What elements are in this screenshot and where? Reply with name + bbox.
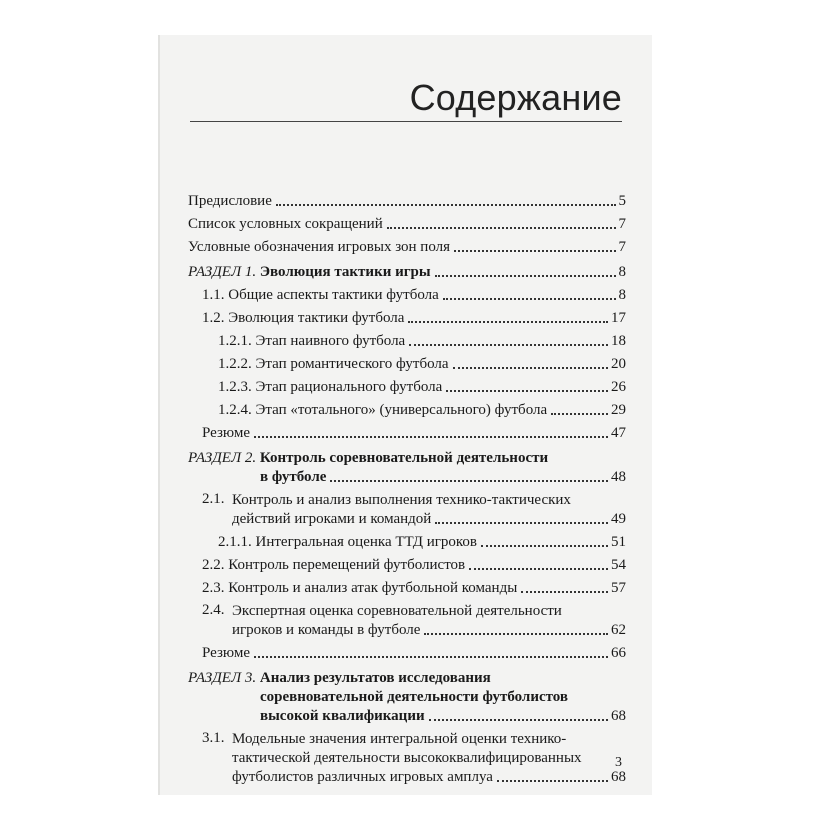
toc-entry-page: 26	[611, 379, 626, 395]
toc-entry-text: 2.2. Контроль перемещений футболистов	[202, 557, 466, 573]
toc-entry-page: 54	[611, 557, 626, 573]
toc-item-2-4	[188, 602, 626, 640]
toc-item-2-summary	[188, 644, 626, 663]
toc-item-3-1	[188, 730, 626, 787]
toc-entry-preface	[188, 192, 626, 211]
toc-entry-page: 5	[618, 193, 626, 209]
leader-dots	[454, 250, 615, 252]
toc-entry-text: 1.2.4. Этап «тотального» (универсального) футбола	[218, 402, 548, 418]
leader-dots	[276, 204, 616, 206]
toc-entry-text: Контроль и анализ выполнения технико-тактических	[232, 492, 571, 508]
leader-dots	[551, 413, 608, 415]
leader-dots	[469, 568, 608, 570]
leader-dots	[435, 275, 616, 277]
toc-entry-page: 8	[618, 264, 626, 280]
toc-entry-text-cont: футболистов различных игровых амплуа	[232, 769, 493, 785]
toc-entry-text: Экспертная оценка соревновательной деятельности	[232, 603, 562, 619]
toc-item-1-summary	[188, 424, 626, 443]
toc-entry-text-cont: тактической деятельности высококвалифицированных	[232, 750, 582, 766]
toc-entry-page: 8	[618, 287, 626, 303]
section-title-cont: высокой квалификации	[260, 708, 425, 724]
toc-item-1-2-4	[188, 401, 626, 420]
toc-item-1-2-3	[188, 378, 626, 397]
title-rule	[190, 121, 622, 122]
toc-entry-text: Условные обозначения игровых зон поля	[188, 239, 451, 255]
leader-dots	[254, 436, 608, 438]
toc-entry-page: 18	[611, 333, 626, 349]
section-label: РАЗДЕЛ 2.	[188, 450, 257, 466]
leader-dots	[424, 633, 608, 635]
toc-entry-page: 66	[611, 645, 626, 661]
toc-entry-text: Предисловие	[188, 193, 272, 209]
page-title: Содержание	[409, 77, 622, 118]
toc-item-number: 2.1.	[202, 491, 225, 507]
section-title-cont: в футболе	[260, 469, 327, 485]
toc-entry-zones	[188, 238, 626, 257]
toc-entry-page: 51	[611, 534, 626, 550]
section-label: РАЗДЕЛ 1.	[188, 264, 257, 280]
page-number: 3	[615, 755, 622, 770]
leader-dots	[330, 480, 608, 482]
leader-dots	[254, 656, 608, 658]
toc-entry-page: 17	[611, 310, 626, 326]
toc-entry-text: 1.2.1. Этап наивного футбола	[218, 333, 406, 349]
toc-item-2-1-1	[188, 533, 626, 552]
toc-entry-page: 29	[611, 402, 626, 418]
toc-entry-text: Резюме	[202, 645, 251, 661]
toc-entry-page: 20	[611, 356, 626, 372]
leader-dots	[497, 780, 608, 782]
section-label: РАЗДЕЛ 3.	[188, 670, 257, 686]
toc-entry-abbreviations	[188, 215, 626, 234]
toc-entry-text: Список условных сокращений	[188, 216, 383, 232]
toc-entry-text: 1.2.2. Этап романтического футбола	[218, 356, 449, 372]
toc-entry-page: 47	[611, 425, 626, 441]
leader-dots	[446, 390, 608, 392]
leader-dots	[409, 344, 608, 346]
toc-entry-text-cont: действий игроками и командой	[232, 511, 432, 527]
toc-section-1	[188, 263, 626, 282]
toc-section-2	[188, 449, 626, 487]
toc-entry-text: 1.2. Эволюция тактики футбола	[202, 310, 405, 326]
leader-dots	[435, 522, 608, 524]
toc-entry-text: 1.1. Общие аспекты тактики футбола	[202, 287, 439, 303]
toc-entry-page: 62	[611, 622, 626, 638]
toc-item-number: 3.1.	[202, 730, 225, 746]
leader-dots	[387, 227, 616, 229]
toc-entry-text-cont: игроков и команды в футболе	[232, 622, 421, 638]
leader-dots	[453, 367, 608, 369]
section-title: Анализ результатов исследования	[259, 670, 491, 686]
section-title-cont: соревновательной деятельности футболистов	[260, 689, 569, 705]
toc-entry-page: 49	[611, 511, 626, 527]
table-of-contents	[188, 192, 626, 787]
toc-entry-text: 1.2.3. Этап рационального футбола	[218, 379, 443, 395]
toc-entry-text: Резюме	[202, 425, 251, 441]
toc-entry-page: 57	[611, 580, 626, 596]
leader-dots	[443, 298, 616, 300]
toc-item-2-2	[188, 556, 626, 575]
toc-entry-page: 68	[611, 769, 626, 785]
toc-entry-page: 7	[618, 216, 626, 232]
toc-entry-text: Модельные значения интегральной оценки технико-	[232, 731, 567, 747]
section-title: Контроль соревновательной деятельности	[259, 450, 549, 466]
toc-entry-page: 68	[611, 708, 626, 724]
toc-item-number: 2.4.	[202, 602, 225, 618]
leader-dots	[521, 591, 608, 593]
toc-item-1-2-1	[188, 332, 626, 351]
toc-item-1-2-2	[188, 355, 626, 374]
toc-entry-text: 2.1.1. Интегральная оценка ТТД игроков	[218, 534, 478, 550]
toc-item-2-3	[188, 579, 626, 598]
toc-item-1-1	[188, 286, 626, 305]
toc-item-2-1	[188, 491, 626, 529]
toc-section-3	[188, 669, 626, 726]
book-page	[160, 35, 652, 795]
toc-item-1-2	[188, 309, 626, 328]
section-title: Эволюция тактики игры	[259, 264, 431, 280]
toc-entry-page: 7	[618, 239, 626, 255]
leader-dots	[408, 321, 608, 323]
toc-entry-text: 2.3. Контроль и анализ атак футбольной команды	[202, 580, 518, 596]
toc-entry-page: 48	[611, 469, 626, 485]
leader-dots	[429, 719, 608, 721]
leader-dots	[481, 545, 608, 547]
